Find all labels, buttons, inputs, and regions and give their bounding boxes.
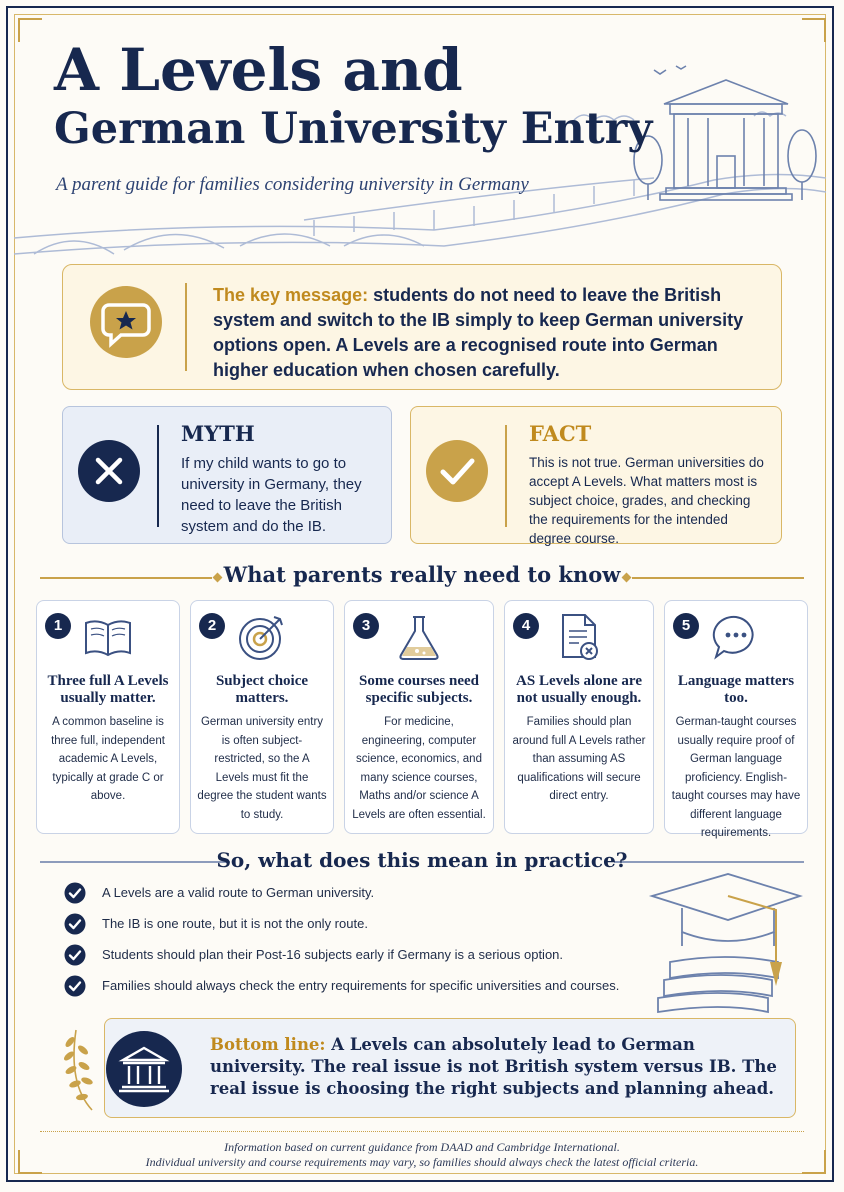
- card-number: 1: [45, 613, 71, 639]
- checklist-text: Families should always check the entry requirements for specific universities and courses.: [102, 978, 620, 993]
- card-title: AS Levels alone are not usually enough.: [516, 673, 642, 706]
- card-body: Families should plan around full A Levels rather than assuming AS qualifications will secure direct entry.: [512, 716, 646, 802]
- section-title-know: What parents really need to know: [223, 562, 621, 587]
- bottom-line-text: [210, 1034, 780, 1100]
- info-card-3: [344, 600, 494, 834]
- info-card-2: [190, 600, 334, 834]
- card-title: Language matters too.: [677, 673, 795, 706]
- myth-box: [62, 406, 392, 544]
- key-divider: [185, 283, 187, 371]
- card-number: 3: [353, 613, 379, 639]
- card-title: Subject choice matters.: [215, 673, 309, 706]
- check-circle-icon: [64, 882, 86, 904]
- info-card-4: [504, 600, 654, 834]
- myth-heading: MYTH: [181, 421, 255, 446]
- footer-line-2: Individual university and course requirements may vary, so families should always check the latest official criteria.: [145, 1155, 699, 1169]
- title-line-2: German University Entry: [54, 103, 653, 154]
- section-title-practice: So, what does this mean in practice?: [216, 848, 628, 872]
- key-message-body: students do not need to leave the British system and switch to the IB simply to keep German university options open. A Levels are a recognised route into German higher education when chosen carefully.: [213, 285, 744, 380]
- card-number: 2: [199, 613, 225, 639]
- fact-heading: FACT: [529, 421, 592, 446]
- corner-ornament: [802, 18, 826, 42]
- university-building-icon: [105, 1030, 183, 1108]
- info-card-1: [36, 600, 180, 834]
- check-circle-icon: [64, 944, 86, 966]
- checklist-text: Students should plan their Post-16 subjects early if Germany is a serious option.: [102, 947, 564, 962]
- check-circle-icon: [425, 439, 489, 503]
- card-title: Three full A Levels usually matter.: [47, 673, 169, 706]
- star-speech-bubble-icon: [89, 285, 163, 359]
- footer-divider: [40, 1131, 804, 1132]
- key-message-label: The key message:: [213, 285, 369, 305]
- target-icon: [236, 611, 288, 663]
- x-circle-icon: [77, 439, 141, 503]
- key-message-text: [213, 283, 761, 383]
- document-x-icon: [553, 611, 605, 663]
- practice-checklist: [64, 880, 654, 1004]
- card-body: German-taught courses usually require proof of German language proficiency. English-taught courses may have different language requirements.: [671, 716, 801, 839]
- page-subtitle: A parent guide for families considering university in Germany: [56, 174, 529, 195]
- card-body: For medicine, engineering, computer science, economics, and many science courses, Maths and/or science A Levels are often essential.: [352, 716, 486, 821]
- check-circle-icon: [64, 975, 86, 997]
- checklist-text: A Levels are a valid route to German university.: [102, 885, 375, 900]
- myth-text: If my child wants to go to university in Germany, they need to leave the British system and do the IB.: [181, 455, 362, 535]
- corner-ornament: [18, 18, 42, 42]
- bottom-line-body: A Levels can absolutely lead to German university. The real issue is not British system versus IB. The real issue is choosing the right subjects and planning ahead.: [210, 1035, 777, 1098]
- checklist-item: [64, 942, 654, 973]
- graduation-cap-books-illustration: [640, 866, 810, 1016]
- checklist-item: [64, 880, 654, 911]
- myth-divider: [157, 425, 159, 527]
- card-number: 5: [673, 613, 699, 639]
- card-body: A common baseline is three full, independent academic A Levels, typically at grade C or above.: [51, 716, 165, 802]
- footer-note: [40, 1140, 804, 1170]
- bottom-line-label: Bottom line:: [210, 1035, 326, 1054]
- corner-ornament: [18, 1150, 42, 1174]
- flask-icon: [393, 611, 445, 663]
- checklist-item: [64, 911, 654, 942]
- speech-bubble-icon: [710, 611, 762, 663]
- card-title: Some courses need specific subjects.: [359, 673, 479, 706]
- fact-divider: [505, 425, 507, 527]
- book-icon: [82, 611, 134, 663]
- checklist-text: The IB is one route, but it is not the only route.: [102, 916, 368, 931]
- footer-line-1: Information based on current guidance from DAAD and Cambridge International.: [224, 1140, 620, 1154]
- page-title: [54, 36, 653, 154]
- fact-box: [410, 406, 782, 544]
- title-line-1: A Levels and: [54, 36, 463, 104]
- info-card-5: [664, 600, 808, 839]
- key-message-box: [62, 264, 782, 390]
- laurel-left-icon: [62, 1024, 102, 1114]
- card-number: 4: [513, 613, 539, 639]
- check-circle-icon: [64, 913, 86, 935]
- checklist-item: [64, 973, 654, 1004]
- corner-ornament: [802, 1150, 826, 1174]
- fact-text: This is not true. German universities do accept A Levels. What matters most is subject choice, grades, and checking the requirements for the intended degree course.: [529, 455, 764, 546]
- card-body: German university entry is often subject-restricted, so the A Levels must fit the degree the student wants to study.: [197, 716, 327, 821]
